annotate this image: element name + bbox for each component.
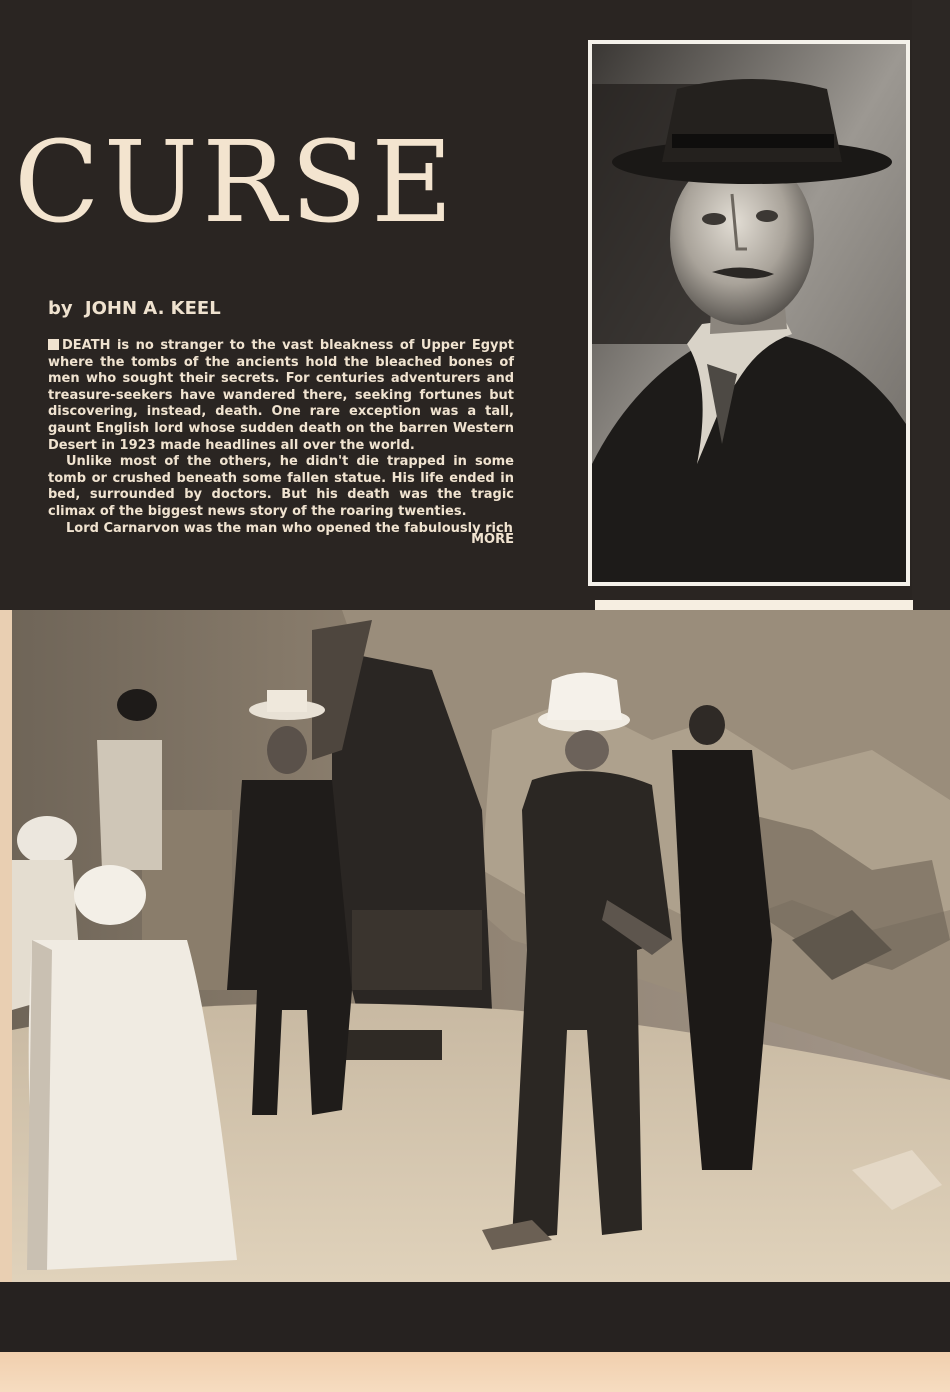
page-edge-left bbox=[0, 610, 12, 1282]
page-edge bbox=[912, 0, 950, 610]
more-link[interactable]: MORE bbox=[471, 532, 514, 547]
paragraph-1 bbox=[48, 338, 514, 454]
bottom-dark-band bbox=[0, 1282, 950, 1352]
byline-author: JOHN A. KEEL bbox=[84, 298, 221, 319]
byline bbox=[48, 298, 221, 319]
bottom-paper-edge bbox=[0, 1352, 950, 1392]
tomb-photo bbox=[12, 610, 950, 1282]
tomb-image bbox=[12, 610, 950, 1282]
bullet-square-icon bbox=[48, 339, 59, 350]
portrait-image bbox=[592, 44, 906, 582]
paragraph-1-text: DEATH is no stranger to the vast bleakness of Upper Egypt where the tombs of the ancients hold the bleached bones of men who sought their secrets. For centuries adventurers and treasure-seekers have wandered there, seeking fortunes but discovering, instead, death. One rare exception was a tall, gaunt English lord whose sudden death on the barren Western Desert in 1923 made headlines all over the world. bbox=[48, 338, 514, 453]
byline-prefix: by bbox=[48, 298, 73, 319]
paragraph-3: Lord Carnarvon was the man who opened the fabulously rich bbox=[66, 520, 513, 536]
paragraph-2: Unlike most of the others, he didn't die trapped in some tomb or crushed beneath some fallen statue. His life ended in bed, surrounded by doctors. But his death was the tragic climax of the biggest news story of the roaring twenties. bbox=[48, 454, 514, 519]
article-title: CURSE bbox=[14, 118, 457, 248]
article-body bbox=[48, 338, 514, 537]
portrait-photo bbox=[588, 40, 910, 586]
